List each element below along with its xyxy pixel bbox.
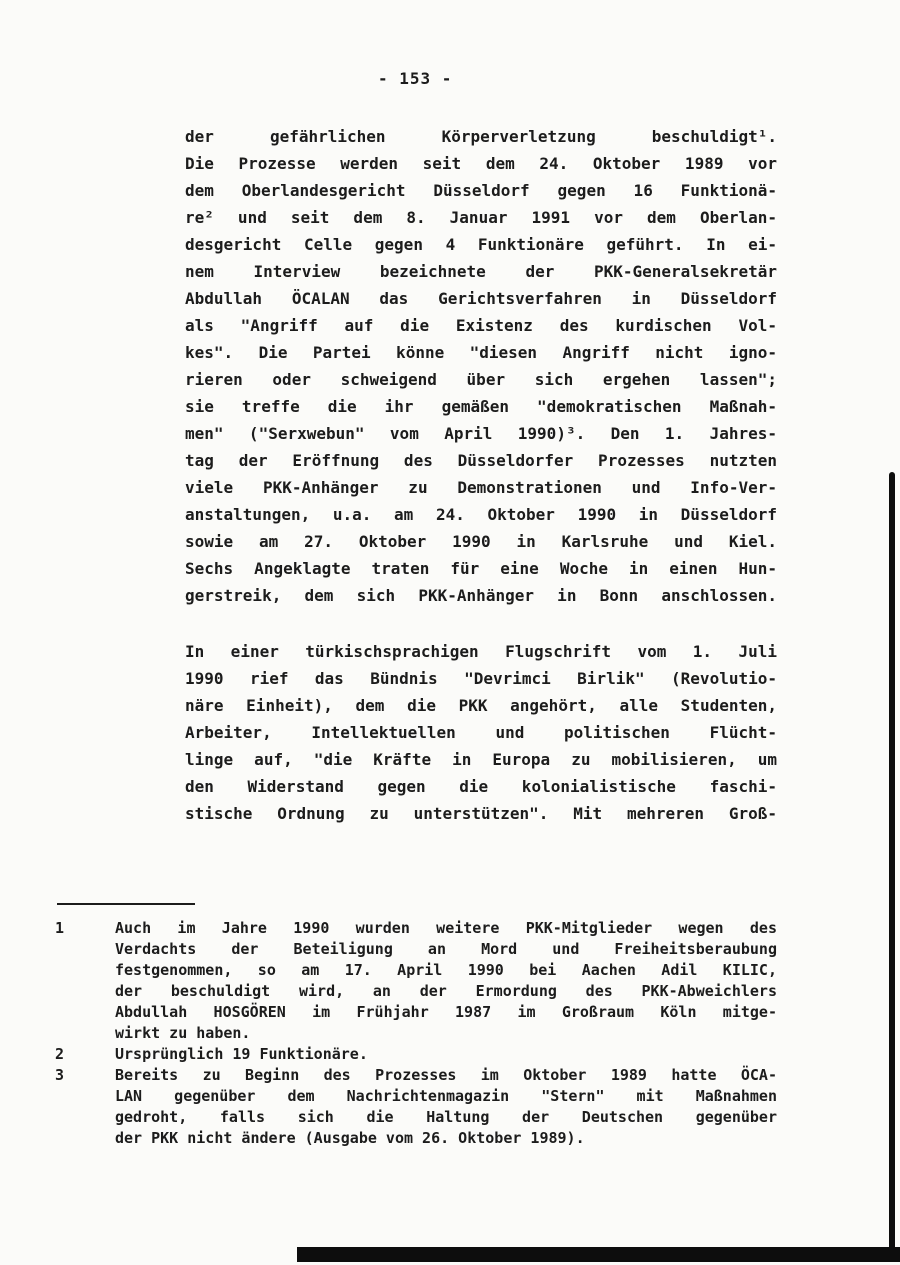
text-line: Verdachts der Beteiligung an Mord und Freiheitsberaubung <box>115 940 777 958</box>
text-line: men" ("Serxwebun" vom April 1990)³. Den 1. Jahres- <box>185 424 777 443</box>
text-line: desgericht Celle gegen 4 Funktionäre geführt. In ei- <box>185 235 777 254</box>
text-line: re² und seit dem 8. Januar 1991 vor dem Oberlan- <box>185 208 777 227</box>
text-line: festgenommen, so am 17. April 1990 bei Aachen Adil KILIC, <box>115 961 777 979</box>
footnote-3 <box>55 1065 777 1149</box>
text-line: Sechs Angeklagte traten für eine Woche in einen Hun- <box>185 559 777 578</box>
paragraph-2 <box>185 638 777 827</box>
footnote-text <box>115 918 777 1044</box>
text-line: Auch im Jahre 1990 wurden weitere PKK-Mitglieder wegen des <box>115 919 777 937</box>
text-line: tag der Eröffnung des Düsseldorfer Prozesses nutzten <box>185 451 777 470</box>
text-line: der beschuldigt wird, an der Ermordung des PKK-Abweichlers <box>115 982 777 1000</box>
text-line: sowie am 27. Oktober 1990 in Karlsruhe und Kiel. <box>185 532 777 551</box>
scan-artifact-bottom-bar <box>297 1247 900 1262</box>
paragraph-1 <box>185 123 777 609</box>
text-line: gedroht, falls sich die Haltung der Deutschen gegenüber <box>115 1108 777 1126</box>
text-line: LAN gegenüber dem Nachrichtenmagazin "Stern" mit Maßnahmen <box>115 1087 777 1105</box>
text-line: der gefährlichen Körperverletzung beschuldigt¹. <box>185 127 777 146</box>
text-line: Bereits zu Beginn des Prozesses im Oktober 1989 hatte ÖCA- <box>115 1066 777 1084</box>
text-line: wirkt zu haben. <box>115 1024 251 1042</box>
text-line: Arbeiter, Intellektuellen und politischen Flücht- <box>185 723 777 742</box>
text-line: Abdullah HOSGÖREN im Frühjahr 1987 im Großraum Köln mitge- <box>115 1003 777 1021</box>
text-line: Ursprünglich 19 Funktionäre. <box>115 1045 368 1063</box>
text-line: kes". Die Partei könne "diesen Angriff nicht igno- <box>185 343 777 362</box>
footnote-number: 2 <box>55 1045 65 1063</box>
footnote-number: 1 <box>55 919 65 937</box>
text-line: viele PKK-Anhänger zu Demonstrationen und Info-Ver- <box>185 478 777 497</box>
text-line: dem Oberlandesgericht Düsseldorf gegen 16 Funktionä- <box>185 181 777 200</box>
text-line: Abdullah ÖCALAN das Gerichtsverfahren in Düsseldorf <box>185 289 777 308</box>
text-line: 1990 rief das Bündnis "Devrimci Birlik" (Revolutio- <box>185 669 777 688</box>
footnote-separator-rule <box>57 903 195 905</box>
footnote-2 <box>55 1044 777 1065</box>
text-line: anstaltungen, u.a. am 24. Oktober 1990 in Düsseldorf <box>185 505 777 524</box>
text-line: rieren oder schweigend über sich ergehen lassen"; <box>185 370 777 389</box>
footnote-text <box>115 1044 777 1065</box>
body-text-block <box>185 123 777 827</box>
text-line: den Widerstand gegen die kolonialistische faschi- <box>185 777 777 796</box>
footnote-1 <box>55 918 777 1044</box>
footnote-text <box>115 1065 777 1149</box>
text-line: linge auf, "die Kräfte in Europa zu mobilisieren, um <box>185 750 777 769</box>
footnotes-section <box>55 918 777 1149</box>
text-line: der PKK nicht ändere (Ausgabe vom 26. Oktober 1989). <box>115 1129 585 1147</box>
text-line: sie treffe die ihr gemäßen "demokratischen Maßnah- <box>185 397 777 416</box>
text-line: stische Ordnung zu unterstützen". Mit mehreren Groß- <box>185 804 777 823</box>
text-line: Die Prozesse werden seit dem 24. Oktober 1989 vor <box>185 154 777 173</box>
text-line: In einer türkischsprachigen Flugschrift vom 1. Juli <box>185 642 777 661</box>
text-line: gerstreik, dem sich PKK-Anhänger in Bonn anschlossen. <box>185 586 777 605</box>
scan-artifact-right-edge <box>889 472 895 1250</box>
footnote-number: 3 <box>55 1066 65 1084</box>
text-line: näre Einheit), dem die PKK angehört, alle Studenten, <box>185 696 777 715</box>
page-number: - 153 - <box>378 69 453 88</box>
text-line: als "Angriff auf die Existenz des kurdischen Vol- <box>185 316 777 335</box>
text-line: nem Interview bezeichnete der PKK-Generalsekretär <box>185 262 777 281</box>
